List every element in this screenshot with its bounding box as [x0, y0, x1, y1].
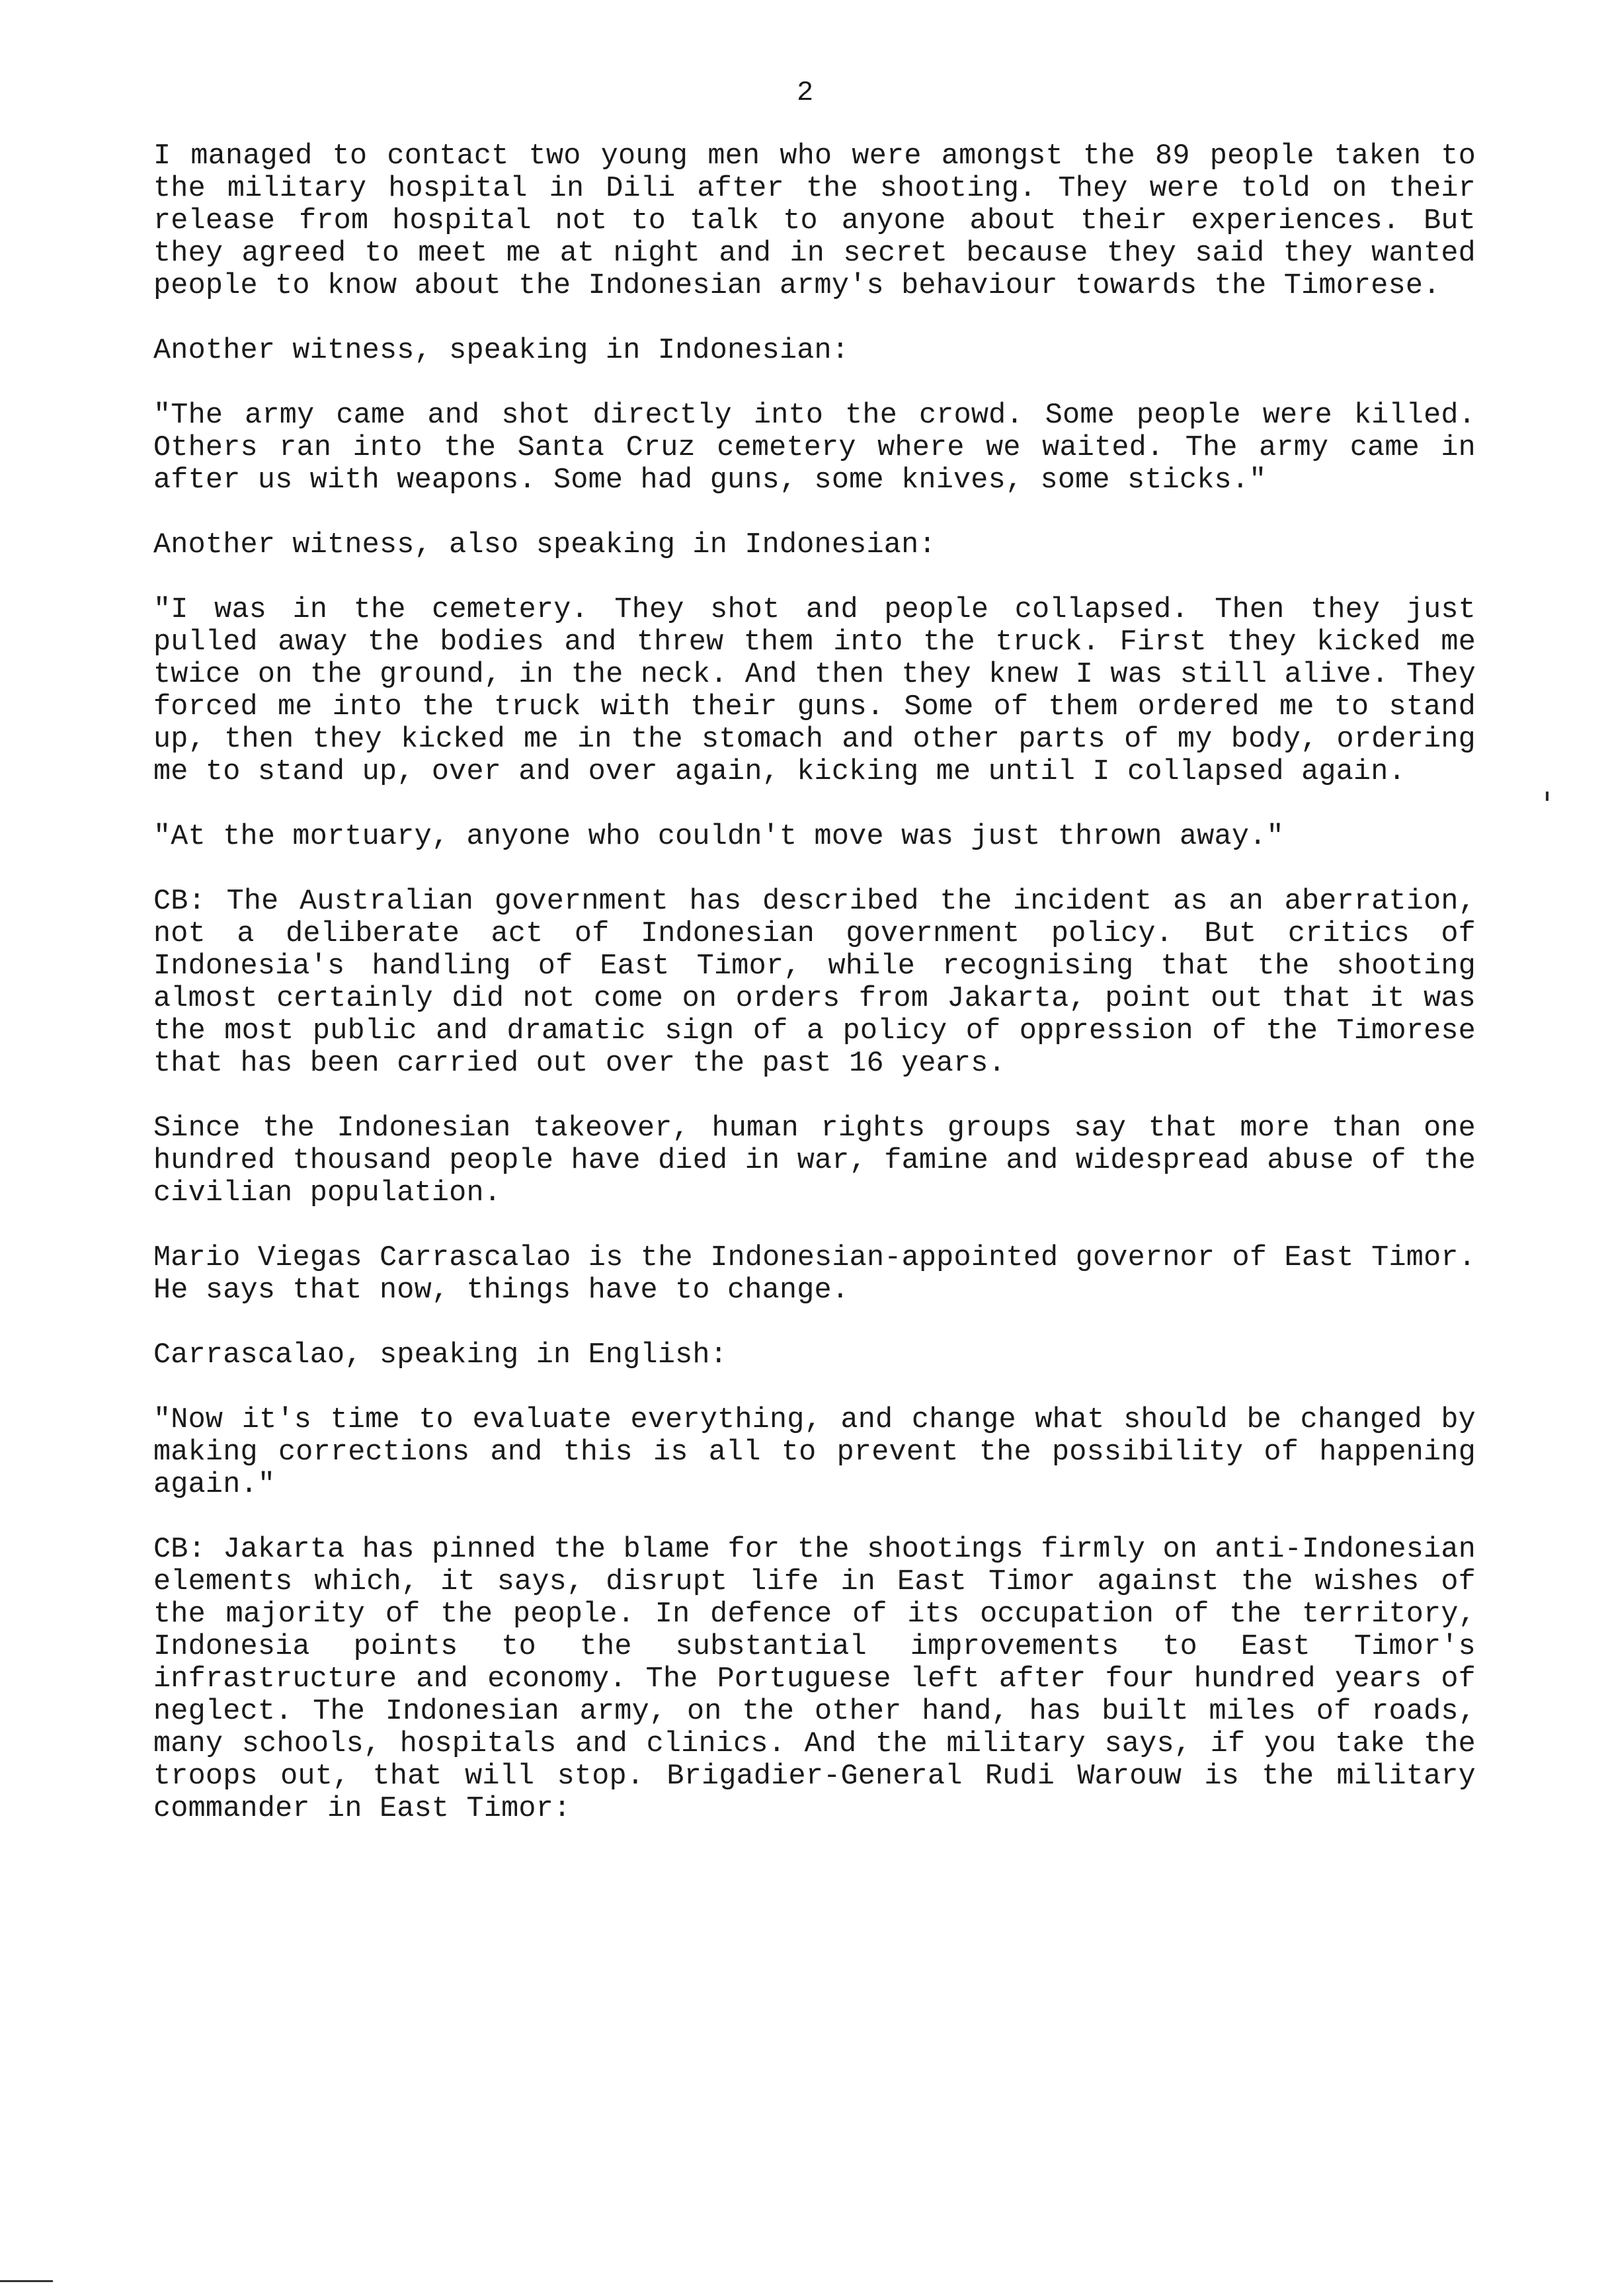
paragraph-hospital-witnesses: I managed to contact two young men who were amongst the 89 people taken to the military hospital in Dili after the shooting. They were told on their release from hospital not to talk to anyone about their experiences. But they agreed to meet me at night and in secret because they said they wanted people to know about the Indonesian army's behaviour towards the Timorese. — [153, 140, 1476, 302]
paragraph-human-rights: Since the Indonesian takeover, human rights groups say that more than one hundred thousand people have died in war, famine and widespread abuse of the civilian population. — [153, 1112, 1476, 1210]
paragraph-witness-quote-1: "The army came and shot directly into the crowd. Some people were killed. Others ran into the Santa Cruz cemetery where we waited. The army came in after us with weapons. Some had guns, some knives, some sticks." — [153, 399, 1476, 497]
paragraph-witness-intro-2: Another witness, also speaking in Indonesian: — [153, 529, 936, 561]
paragraph-witness-intro-1: Another witness, speaking in Indonesian: — [153, 335, 850, 367]
transcript-body — [153, 140, 1476, 1858]
paragraph-jakarta-blame: CB: Jakarta has pinned the blame for the shootings firmly on anti-Indonesian elements which, it says, disrupt life in East Timor against the wishes of the majority of the people. In defence of its occupation of the territory, Indonesia points to the substantial improvements to East Timor's infrastructure and economy. The Portuguese left after four hundred years of neglect. The Indonesian army, on the other hand, has built miles of roads, many schools, hospitals and clinics. And the military says, if you take the troops out, that will stop. Brigadier-General Rudi Warouw is the military commander in East Timor: — [153, 1534, 1476, 1825]
page-number: 2 — [797, 77, 814, 108]
paragraph-governor-intro: Mario Viegas Carrascalao is the Indonesian-appointed governor of East Timor. He says that now, things have to change. — [153, 1242, 1476, 1307]
paragraph-carrascalao-intro: Carrascalao, speaking in English: — [153, 1339, 728, 1372]
paragraph-carrascalao-quote: "Now it's time to evaluate everything, and change what should be changed by making corrections and this is all to prevent the possibility of happening again." — [153, 1404, 1476, 1501]
scan-artifact-mark — [1546, 792, 1548, 801]
paragraph-witness-quote-2: "I was in the cemetery. They shot and people collapsed. Then they just pulled away the bodies and threw them into the truck. First they kicked me twice on the ground, in the neck. And then they knew I was still alive. They forced me into the truck with their guns. Some of them ordered me to stand up, then they kicked me in the stomach and other parts of my body, ordering me to stand up, over and over again, kicking me until I collapsed again. — [153, 594, 1476, 788]
paragraph-mortuary-quote: "At the mortuary, anyone who couldn't move was just thrown away." — [153, 821, 1284, 853]
scan-artifact-line — [0, 2280, 53, 2282]
paragraph-australian-government: CB: The Australian government has described the incident as an aberration, not a deliberate act of Indonesian government policy. But critics of Indonesia's handling of East Timor, while recognising that the shooting almost certainly did not come on orders from Jakarta, point out that it was the most public and dramatic sign of a policy of oppression of the Timorese that has been carried out over the past 16 years. — [153, 885, 1476, 1080]
